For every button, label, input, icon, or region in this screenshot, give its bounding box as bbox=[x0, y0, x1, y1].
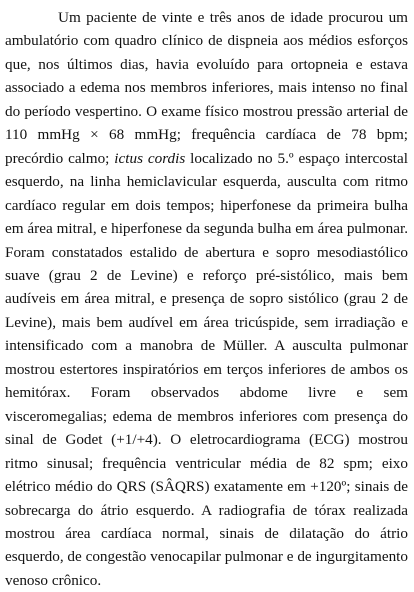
paragraph-text-part-1: Um paciente de vinte e três anos de idade procurou um ambulatório com quadro clínico de dispneia aos médios esforços que, nos últimos dias, havia evoluído para ortopneia e estava associado a edema nos membros inferiores, mais intenso no final do período vespertino. O exame físico mostrou pressão arterial de 110 mmHg × 68 mmHg; frequência cardíaca de 78 bpm; precórdio calmo; bbox=[5, 9, 408, 167]
paragraph-text-part-2: localizado no 5.º espaço intercostal esquerdo, na linha hemiclavicular esquerda, ausculta com ritmo cardíaco regular em dois tempos; hiperfonese da primeira bulha em área mitral, e hiperfonese da segunda bulha em área pulmonar. Foram constatados estalido de abertura e sopro mesodiastólico suave (grau 2 de Levine) e reforço pré-sistólico, mais bem audíveis em área mitral, e presença de sopro sistólico (grau 2 de Levine), mais bem audível em área tricúspide, sem irradiação e intensificado com a manobra de Müller. A ausculta pulmonar mostrou estertores inspiratórios em terços inferiores de ambos os hemitórax. Foram observados abdome livre e sem visceromegalias; edema de membros inferiores com presença do sinal de Godet (+1/+4). O eletrocardiograma (ECG) mostrou ritmo sinusal; frequência ventricular média de 82 spm; eixo elétrico médio do QRS (SÂQRS) exatamente em +120º; sinais de sobrecarga do átrio esquerdo. A radiografia de tórax realizada mostrou área cardíaca normal, sinais de dilatação do átrio esquerdo, de congestão venocapilar pulmonar e de ingurgitamento venoso crônico. bbox=[5, 149, 408, 589]
italic-term-ictus-cordis: ictus cordis bbox=[114, 149, 186, 167]
clinical-case-paragraph bbox=[5, 6, 408, 592]
